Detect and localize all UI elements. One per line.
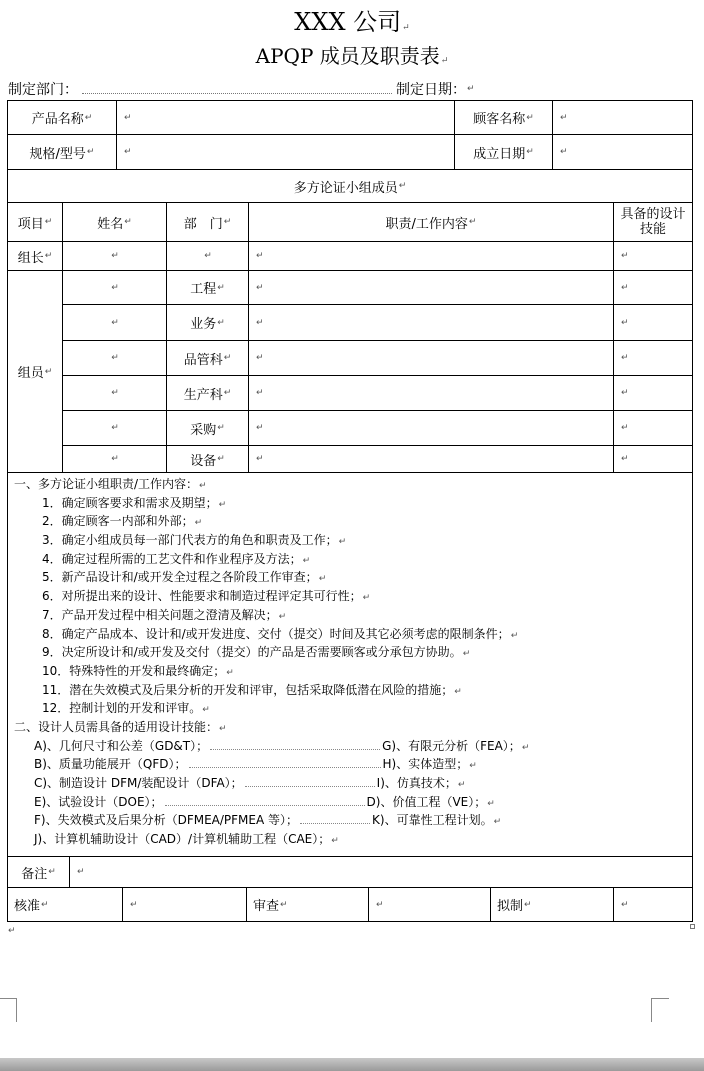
approve-field[interactable]: ↵ — [122, 887, 247, 922]
leader-skill-cell[interactable]: ↵ — [613, 241, 693, 271]
table-resize-handle[interactable] — [690, 924, 695, 929]
skill-row: A)、几何尺寸和公差（GD&T）； G)、有限元分析（FEA）；↵ — [34, 738, 530, 753]
member-name-cell[interactable]: ↵ — [62, 375, 167, 411]
apqp-form-table — [7, 100, 693, 922]
duty-item: 3．确定小组成员每一部门代表方的角色和职责及工作；↵ — [42, 533, 347, 548]
paragraph-mark: ↵ — [402, 23, 410, 33]
established-date-label: 成立日期 ↵ — [454, 134, 553, 170]
duty-item: 11．潜在失效模式及后果分析的开发和评审，包括采取降低潜在风险的措施；↵ — [42, 682, 462, 697]
skill-row: B)、质量功能展开（QFD）； H)、实体造型；↵ — [34, 757, 477, 772]
notes-block — [7, 472, 693, 857]
member-skill-cell[interactable]: ↵ — [613, 304, 693, 341]
col-dept-header: 部 门 ↵ — [166, 202, 249, 242]
member-skill-cell[interactable]: ↵ — [613, 445, 693, 473]
customer-name-field[interactable]: ↵ — [552, 100, 693, 135]
duty-item: 9．决定所设计和/或开发及交付（提交）的产品是否需要顾客或分承包方协助。↵ — [42, 645, 471, 660]
member-name-cell[interactable]: ↵ — [62, 304, 167, 341]
member-dept-cell: 设备 ↵ — [166, 445, 249, 473]
member-duty-cell[interactable]: ↵ — [248, 445, 614, 473]
skill-row: J)、计算机辅助设计（CAD）/计算机辅助工程（CAE）；↵ — [34, 832, 339, 847]
member-dept-cell: 生产科 ↵ — [166, 375, 249, 411]
col-duty-header: 职责/工作内容 ↵ — [248, 202, 614, 242]
duty-item: 6．对所提出来的设计、性能要求和制造过程评定其可行性；↵ — [42, 589, 371, 604]
member-duty-cell[interactable]: ↵ — [248, 375, 614, 411]
dept-fill-line[interactable] — [82, 84, 392, 94]
duty-item: 12．控制计划的开发和评审。↵ — [42, 701, 210, 716]
page-boundary-shadow — [0, 1058, 704, 1071]
member-name-cell[interactable]: ↵ — [62, 445, 167, 473]
skill-row: F)、失效模式及后果分析（DFMEA/PFMEA 等）； K)、可靠性工程计划。↵ — [34, 813, 502, 828]
leader-label: 组长 ↵ — [7, 241, 63, 271]
company-title: XXX 公司↵ — [294, 8, 410, 36]
leader-name-cell[interactable]: ↵ — [62, 241, 167, 271]
leader-duty-cell[interactable]: ↵ — [248, 241, 614, 271]
member-skill-cell[interactable]: ↵ — [613, 375, 693, 411]
leader-dept-cell[interactable]: ↵ — [166, 241, 249, 271]
review-field[interactable]: ↵ — [368, 887, 491, 922]
duty-item: 8．确定产品成本、设计和/或开发进度、交付（提交）时间及其它必须考虑的限制条件；↵ — [42, 626, 519, 641]
col-item-header: 项目 ↵ — [7, 202, 63, 242]
member-duty-cell[interactable]: ↵ — [248, 270, 614, 305]
skills-section-title: 二、设计人员需具备的适用设计技能：↵ — [14, 719, 227, 734]
form-title: APQP 成员及职责表↵ — [255, 44, 449, 68]
established-date-field[interactable]: ↵ — [552, 134, 693, 170]
duty-item: 1．确定顾客要求和需求及期望；↵ — [42, 495, 227, 510]
paragraph-mark: ↵ — [8, 926, 16, 936]
customer-name-label: 顾客名称 ↵ — [454, 100, 553, 135]
member-skill-cell[interactable]: ↵ — [613, 340, 693, 376]
page-corner-mark-right — [651, 998, 669, 1022]
member-dept-cell: 工程 ↵ — [166, 270, 249, 305]
member-skill-cell[interactable]: ↵ — [613, 270, 693, 305]
col-skill-header: 具备的设计技能 — [613, 202, 693, 242]
skill-row: C)、制造设计 DFM/装配设计（DFA）； I)、仿真技术；↵ — [34, 776, 466, 790]
remark-field[interactable]: ↵ — [69, 856, 693, 888]
member-duty-cell[interactable]: ↵ — [248, 340, 614, 376]
member-label: 组员 ↵ — [7, 270, 63, 473]
duties-section-title: 一、多方论证小组职责/工作内容：↵ — [14, 477, 207, 491]
form-meta-line — [8, 79, 698, 99]
member-dept-cell: 品管科 ↵ — [166, 340, 249, 376]
remark-label: 备注 ↵ — [7, 856, 70, 888]
duty-item: 7．产品开发过程中相关问题之澄清及解决；↵ — [42, 607, 287, 622]
skill-row: E)、试验设计（DOE）； D)、价值工程（VE）；↵ — [34, 794, 495, 809]
paragraph-mark: ↵ — [440, 56, 449, 66]
dept-label: 制定部门： — [8, 82, 78, 98]
member-name-cell[interactable]: ↵ — [62, 270, 167, 305]
member-duty-cell[interactable]: ↵ — [248, 410, 614, 446]
draft-field[interactable]: ↵ — [613, 887, 693, 922]
team-heading: 多方论证小组成员 ↵ — [7, 169, 693, 203]
member-skill-cell[interactable]: ↵ — [613, 410, 693, 446]
product-name-field[interactable]: ↵ — [116, 100, 455, 135]
member-name-cell[interactable]: ↵ — [62, 340, 167, 376]
review-label: 审查 ↵ — [246, 887, 369, 922]
date-label: 制定日期： — [396, 82, 466, 98]
paragraph-mark: ↵ — [467, 84, 475, 94]
product-name-label: 产品名称 ↵ — [7, 100, 117, 135]
duty-item: 2．确定顾客一内部和外部；↵ — [42, 514, 203, 529]
approve-label: 核准 ↵ — [7, 887, 123, 922]
page-corner-mark-left — [0, 998, 17, 1022]
model-field[interactable]: ↵ — [116, 134, 455, 170]
member-name-cell[interactable]: ↵ — [62, 410, 167, 446]
col-name-header: 姓名 ↵ — [62, 202, 167, 242]
duty-item: 10．特殊特性的开发和最终确定；↵ — [42, 663, 234, 678]
member-dept-cell: 业务 ↵ — [166, 304, 249, 341]
duty-item: 5．新产品设计和/或开发全过程之各阶段工作审查；↵ — [42, 570, 327, 585]
member-duty-cell[interactable]: ↵ — [248, 304, 614, 341]
duty-item: 4．确定过程所需的工艺文件和作业程序及方法；↵ — [42, 551, 311, 566]
member-dept-cell: 采购 ↵ — [166, 410, 249, 446]
draft-label: 拟制 ↵ — [490, 887, 614, 922]
model-label: 规格/型号 ↵ — [7, 134, 117, 170]
